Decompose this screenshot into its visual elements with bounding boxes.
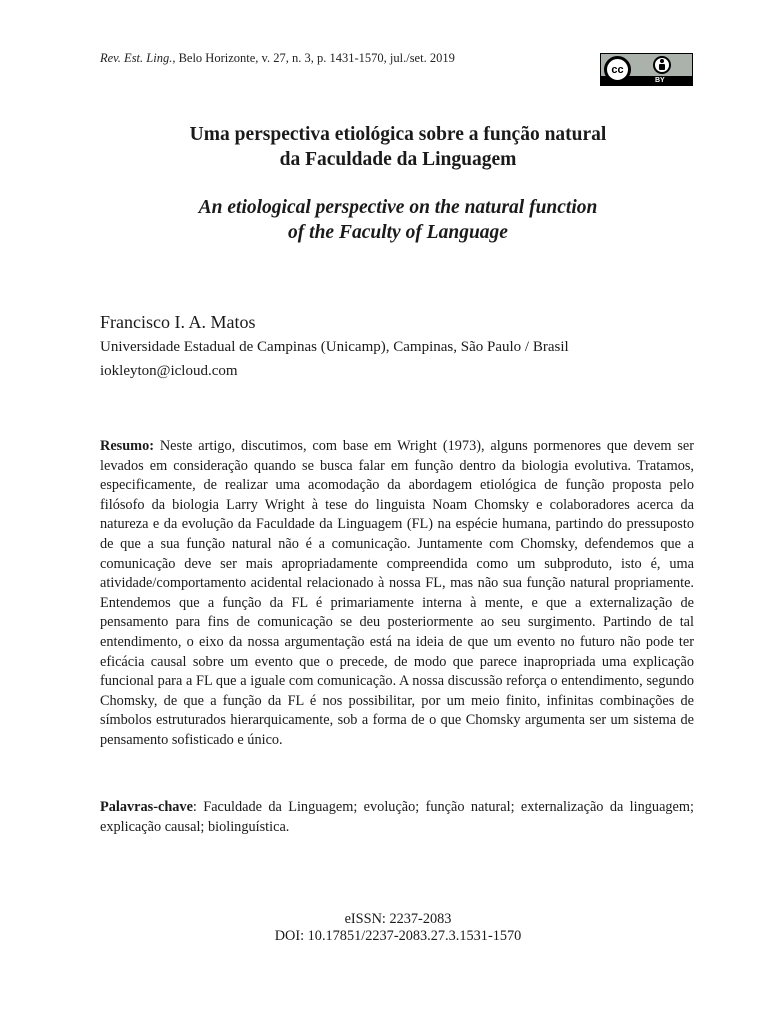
title-en-line-2: of the Faculty of Language [288, 222, 508, 243]
creative-commons-by-icon[interactable] [600, 53, 693, 86]
attribution-person-icon [653, 56, 671, 74]
author-name: Francisco I. A. Matos [100, 312, 256, 332]
keywords [100, 798, 694, 837]
page-footer [100, 911, 696, 945]
keywords-label: Palavras-chave [100, 799, 193, 815]
author-affiliation: Universidade Estadual de Campinas (Unicamp), Campinas, São Paulo / Brasil [100, 339, 569, 355]
cc-icon: cc [604, 56, 631, 83]
by-label: BY [655, 77, 665, 84]
journal-header [100, 51, 455, 66]
keywords-text: : Faculdade da Linguagem; evolução; função natural; externalização da linguagem; explicação causal; biolinguística. [100, 799, 694, 835]
author-email[interactable]: iokleyton@icloud.com [100, 363, 238, 379]
abstract-text: Neste artigo, discutimos, com base em Wright (1973), alguns pormenores que devem ser levados em consideração quando se busca falar em função dentro da biologia evolutiva. Tratamos, especificamente, de realizar uma acomodação da abordagem etiológica de função proposta pelo filósofo da biologia Larry Wright à tese do linguista Noam Chomsky e colaboradores acerca da natureza e da evolução da Faculdade da Linguagem (FL) na espécie humana, partindo do pressuposto de que a sua função natural não é a comunicação. Juntamente com Chomsky, defendemos que a comunicação deve ser mais apropriadamente compreendida como um subproduto, isto é, uma atividade/comportamento acidental relacionado à nossa FL, mas não sua função natural propriamente. Entendemos que a função da FL é primariamente interna à mente, e que a externalização de pensamento para fins de comunicação se deu posteriormente ao seu surgimento. Partindo de tal entendimento, o eixo da nossa argumentação está na ideia de que um evento no futuro não pode ter eficácia causal sobre um evento que o precede, de modo que parece inapropriada uma explicação funcional para a FL que a iguale com comunicação. A nossa discussão reforça o entendimento, segundo Chomsky, de que a função da FL é nos possibilitar, por um meio finito, infinitas combinações de símbolos estruturados hierarquicamente, sob a forma de o que Chomsky argumenta ser um sistema de pensamento sofisticado e único. [100, 438, 694, 748]
title-portuguese [100, 122, 696, 172]
abstract-label: Resumo: [100, 438, 155, 454]
title-english [100, 195, 696, 245]
journal-citation: , Belo Horizonte, v. 27, n. 3, p. 1431-1570, jul./set. 2019 [172, 51, 455, 65]
doi[interactable]: DOI: 10.17851/2237-2083.27.3.1531-1570 [274, 928, 522, 944]
title-en-line-1: An etiological perspective on the natural function [198, 197, 598, 218]
title-pt-line-2: da Faculdade da Linguagem [279, 149, 517, 170]
title-pt-line-1: Uma perspectiva etiológica sobre a função natural [189, 124, 607, 145]
journal-abbrev: Rev. Est. Ling. [100, 51, 173, 65]
abstract [100, 437, 694, 751]
eissn: eISSN: 2237-2083 [344, 911, 452, 927]
